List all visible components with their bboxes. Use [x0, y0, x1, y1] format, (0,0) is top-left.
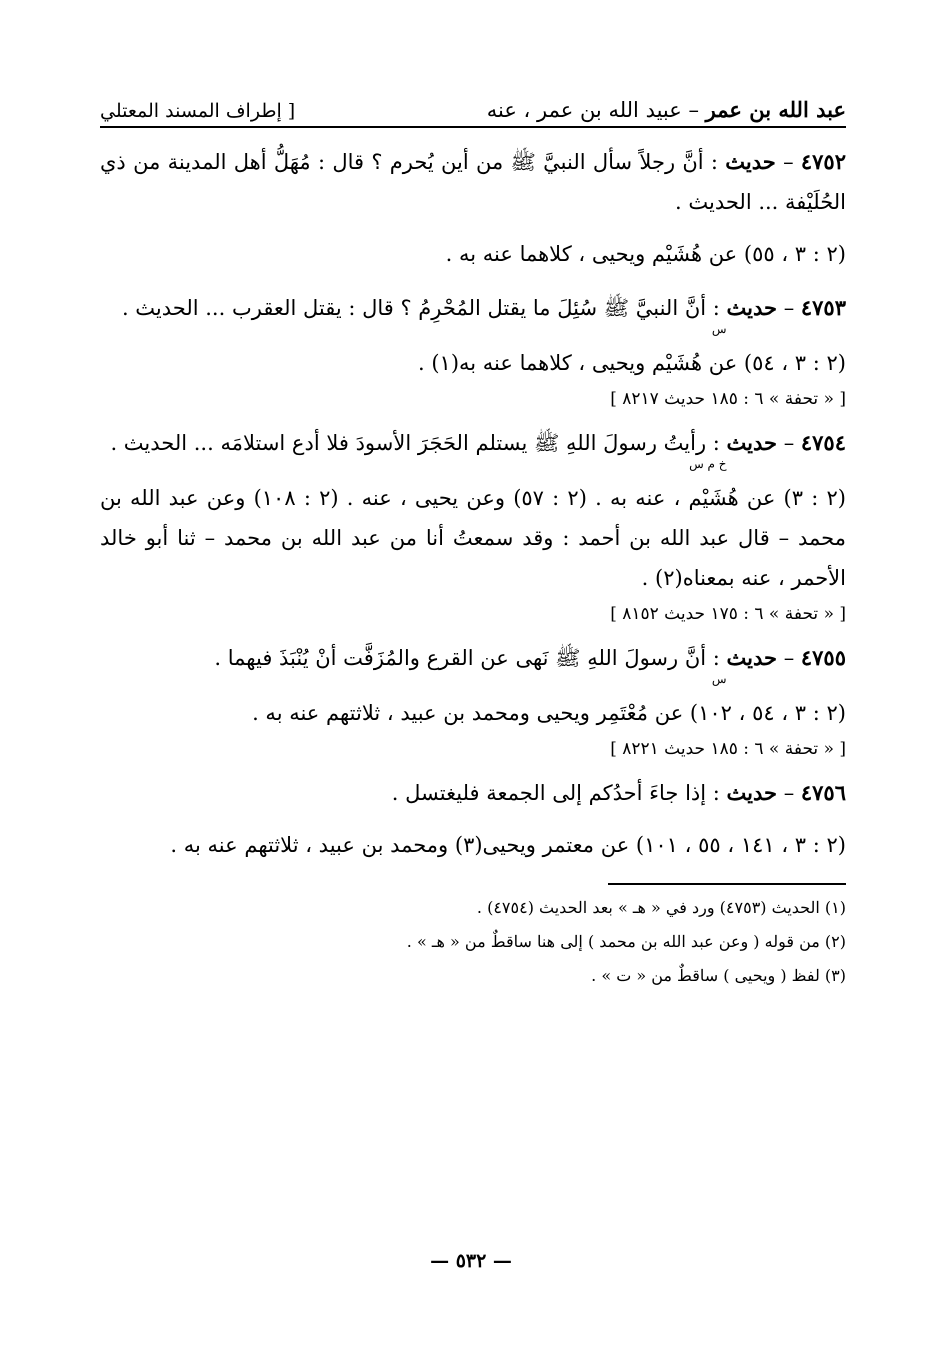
- hadith-keyword: حديث: [726, 295, 778, 320]
- hadith-text: : أنَّ رجلاً سأل النبيَّ ﷺ من أين يُحرم ؟ قال : مُهَلُّ أهل المدينة من ذي الحُلَيْفة ... الحديث .: [100, 150, 846, 214]
- hadith-entry: ٤٧٥٣ – حديثس : أنَّ النبيَّ ﷺ سُئِلَ ما يقتل المُحْرِمُ ؟ قال : يقتل العقرب ... الحديث .: [121, 295, 846, 336]
- hadith-keyword: حديث: [726, 430, 778, 455]
- hadith-keyword: حديث: [726, 645, 778, 670]
- header-book-title: [ إطراف المسند المعتلي: [100, 100, 296, 122]
- hadith-text: : إذا جاءَ أحدُكم إلى الجمعة فليغتسل .: [391, 781, 727, 805]
- hadith-number: ٤٧٥٤: [800, 430, 846, 455]
- page-body: [100, 92, 846, 993]
- tuhfa-reference: [ « تحفة » ٦ : ١٨٥ حديث ٨٢١٧ ]: [610, 389, 846, 409]
- page-number: — ٥٣٢ —: [430, 1250, 512, 1272]
- footnotes: [100, 891, 846, 993]
- footnote-item: (١) الحديث (٤٧٥٣) ورد في « هـ » بعد الحديث (٤٧٥٤) .: [476, 898, 846, 917]
- header-chain: – عبيد الله بن عمر ، عنه: [486, 98, 706, 122]
- tuhfa-reference: [ « تحفة » ٦ : ١٨٥ حديث ٨٢٢١ ]: [610, 739, 846, 759]
- isnad-line: (٢ : ٣ ، ١٤١ ، ٥٥ ، ١٠١) عن معتمر ويحيى(٣) ومحمد بن عبيد ، ثلاثتهم عنه به .: [170, 833, 846, 857]
- hadith-entry: ٤٧٥٥ – حديثس : أنَّ رسولَ اللهِ ﷺ نَهى عن القرع والمُزَفَّت أنْ يُنْبَذَ فيهما .: [214, 645, 846, 686]
- isnad-line: (٢ : ٣ ، ٥٥) عن هُشَيْم ويحيى ، كلاهما عنه به .: [445, 242, 846, 266]
- isnad-line: (٢ : ٣ ، ٥٤) عن هُشَيْم ويحيى ، كلاهما عنه به(١) .: [417, 351, 846, 375]
- footnote-separator: [608, 883, 846, 885]
- header-author: عبد الله بن عمر: [705, 97, 846, 122]
- isnad-line: (٢ : ٣ ، ٥٤ ، ١٠٢) عن مُعْتَمِر ويحيى ومحمد بن عبيد ، ثلاثتهم عنه به .: [252, 701, 846, 725]
- footnote-item: (٣) لفظ ( ويحيى ) ساقطٌ من « ت » .: [591, 966, 846, 985]
- hadith-text: : أنَّ النبيَّ ﷺ سُئِلَ ما يقتل المُحْرِمُ ؟ قال : يقتل العقرب ... الحديث .: [121, 296, 727, 320]
- hadith-text: : أنَّ رسولَ اللهِ ﷺ نَهى عن القرع والمُزَفَّت أنْ يُنْبَذَ فيهما .: [214, 646, 727, 670]
- hadith-number: ٤٧٥٥: [800, 645, 846, 670]
- hadith-entry: ٤٧٥٢ – حديث : أنَّ رجلاً سأل النبيَّ ﷺ من أين يُحرم ؟ قال : مُهَلُّ أهل المدينة من ذي الحُلَيْفة ... الحديث .: [100, 149, 846, 214]
- header-right: [487, 97, 846, 122]
- hadith-number: ٤٧٥٣: [800, 295, 846, 320]
- hadith-keyword: حديث: [725, 149, 776, 174]
- hadith-number: ٤٧٥٢: [800, 149, 846, 174]
- hadith-entry: ٤٧٥٦ – حديث : إذا جاءَ أحدُكم إلى الجمعة فليغتسل .: [391, 780, 846, 805]
- running-header: [100, 92, 846, 128]
- hadith-entry: ٤٧٥٤ – حديثخ م س : رأيتُ رسولَ اللهِ ﷺ يستلم الحَجَرَ الأسودَ فلا أدع استلامَه ... الحديث .: [110, 430, 846, 471]
- hadith-keyword: حديث: [726, 780, 778, 805]
- tuhfa-reference: [ « تحفة » ٦ : ١٧٥ حديث ٨١٥٢ ]: [610, 604, 846, 624]
- hadith-number: ٤٧٥٦: [800, 780, 846, 805]
- hadith-text: : رأيتُ رسولَ اللهِ ﷺ يستلم الحَجَرَ الأسودَ فلا أدع استلامَه ... الحديث .: [110, 431, 727, 455]
- footnote-item: (٢) من قوله ( وعن عبد الله بن محمد ) إلى هنا ساقطٌ من « هـ » .: [406, 932, 846, 951]
- isnad-line: (٢ : ٣) عن هُشَيْم ، عنه به . (٢ : ٥٧) وعن يحيى ، عنه . (٢ : ١٠٨) وعن عبد الله بن محمد – قال عبد الله بن أحمد : وقد سمعتُ أنا من عبد الله بن محمد – ثنا أبو خالد الأحمر ، عنه بمعناه(٢) .: [100, 486, 846, 590]
